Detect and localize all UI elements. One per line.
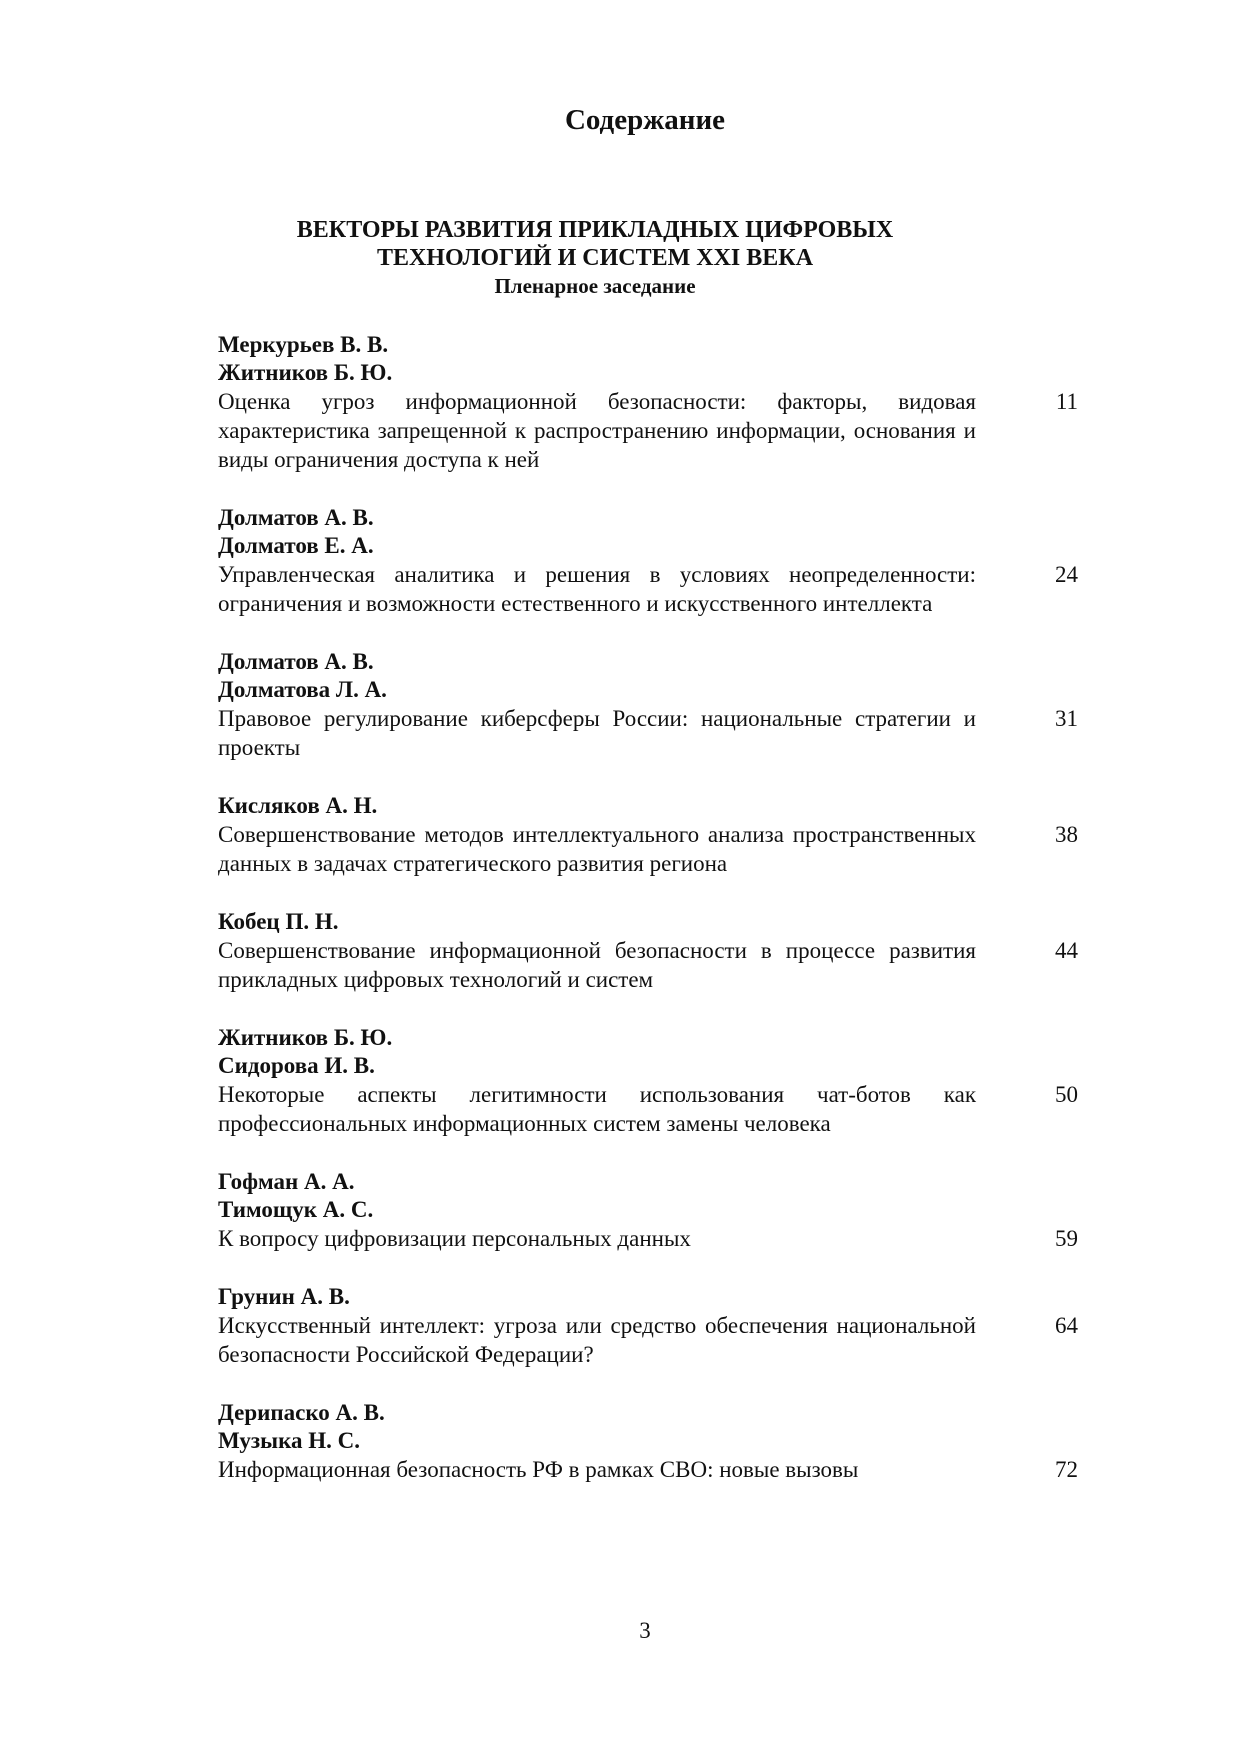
toc-author: Меркурьев В. В.	[218, 332, 389, 357]
toc-title: Некоторые аспекты легитимности использования чат-ботов как профессиональных информационных систем замены человека	[218, 1082, 976, 1136]
toc-page-number: 72	[1055, 1457, 1078, 1482]
toc-page-number: 24	[1055, 562, 1078, 587]
toc-entry	[218, 1168, 1078, 1253]
toc-author: Тимощук А. С.	[218, 1197, 374, 1222]
toc-title: Информационная безопасность РФ в рамках СВО: новые вызовы	[218, 1457, 859, 1482]
toc-title: Управленческая аналитика и решения в условиях неопределенности: ограничения и возможности естественного и искусственного интеллекта	[218, 562, 976, 616]
toc-author: Житников Б. Ю.	[218, 360, 393, 385]
toc-author: Сидорова И. В.	[218, 1053, 375, 1078]
toc-page-number: 38	[1055, 822, 1078, 847]
table-of-contents	[218, 331, 1078, 1514]
toc-entry	[218, 648, 1078, 762]
section-title-line-2: ТЕХНОЛОГИЙ И СИСТЕМ XXI ВЕКА	[376, 245, 814, 271]
toc-title: Совершенствование методов интеллектуального анализа пространственных данных в задачах стратегического развития региона	[218, 822, 976, 876]
toc-author: Музыка Н. С.	[218, 1428, 361, 1453]
toc-entry	[218, 504, 1078, 618]
toc-entry	[218, 1399, 1078, 1484]
section-subtitle: Пленарное заседание	[494, 274, 696, 298]
toc-author: Гофман А. А.	[218, 1169, 355, 1194]
toc-author: Дерипаско А. В.	[218, 1400, 385, 1425]
toc-entry	[218, 331, 1078, 474]
toc-page-number: 50	[1055, 1082, 1078, 1107]
toc-title: Оценка угроз информационной безопасности: факторы, видовая характеристика запрещенной к распространению информации, основания и виды ограничения доступа к ней	[218, 389, 976, 472]
toc-author: Кобец П. Н.	[218, 909, 339, 934]
toc-author: Грунин А. В.	[218, 1284, 350, 1309]
toc-author: Долматов А. В.	[218, 505, 374, 530]
toc-page-number: 44	[1055, 938, 1078, 963]
toc-page-number: 64	[1055, 1313, 1078, 1338]
toc-author: Долматова Л. А.	[218, 677, 387, 702]
toc-author: Долматов А. В.	[218, 649, 374, 674]
section-heading	[0, 216, 1190, 300]
toc-author: Житников Б. Ю.	[218, 1025, 393, 1050]
toc-entry	[218, 908, 1078, 994]
toc-entry	[218, 1283, 1078, 1369]
toc-title: Совершенствование информационной безопасности в процессе развития прикладных цифровых технологий и систем	[218, 938, 976, 992]
toc-title: Искусственный интеллект: угроза или средство обеспечения национальной безопасности Российской Федерации?	[218, 1313, 976, 1367]
footer-page-number: 3	[639, 1618, 651, 1643]
toc-page-number: 11	[1055, 389, 1078, 414]
toc-page-number: 31	[1055, 706, 1078, 731]
toc-title: Правовое регулирование киберсферы России: национальные стратегии и проекты	[218, 706, 976, 760]
toc-entry	[218, 1024, 1078, 1138]
toc-entry	[218, 792, 1078, 878]
page-title: Содержание	[564, 104, 726, 136]
toc-author: Долматов Е. А.	[218, 533, 374, 558]
toc-page-number: 59	[1055, 1226, 1078, 1251]
toc-author: Кисляков А. Н.	[218, 793, 378, 818]
toc-title: К вопросу цифровизации персональных данных	[218, 1226, 691, 1251]
section-title-line-1: ВЕКТОРЫ РАЗВИТИЯ ПРИКЛАДНЫХ ЦИФРОВЫХ	[296, 217, 894, 243]
